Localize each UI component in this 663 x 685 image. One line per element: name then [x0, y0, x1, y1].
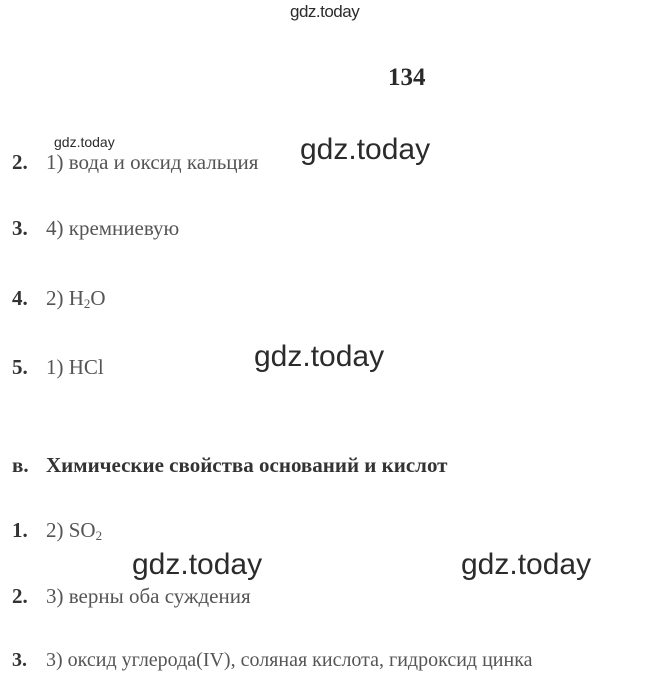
watermark: gdz.today: [300, 133, 431, 166]
item-number: 3.: [12, 649, 27, 671]
item-number: 3.: [12, 216, 28, 240]
item-answer: 2) $H_2O$: [46, 286, 106, 311]
item-number: 2.: [12, 584, 28, 608]
section-heading: [12, 453, 448, 478]
answer-item: [12, 584, 251, 609]
item-answer: 2) $SO_2$: [46, 518, 103, 543]
answer-item: [12, 216, 179, 241]
answer-item: [12, 518, 102, 543]
item-answer: 3) верны оба суждения: [46, 584, 251, 608]
watermark-top: gdz.today: [290, 2, 360, 21]
item-number: 5.: [12, 355, 28, 379]
answer-item: [12, 355, 104, 380]
item-answer: 1) вода и оксид кальция: [46, 150, 259, 174]
watermark: gdz.today: [254, 340, 385, 373]
item-number: 1.: [12, 518, 28, 542]
item-answer: 3) оксид углерода(IV), соляная кислота, гидроксид цинка: [46, 649, 533, 671]
watermark-small: gdz.today: [54, 134, 115, 150]
item-answer: 4) кремниевую: [46, 216, 180, 240]
watermark: gdz.today: [132, 548, 263, 581]
watermark: gdz.today: [461, 548, 592, 581]
item-answer: 1) HCl: [46, 355, 104, 379]
page-number: 134: [388, 64, 426, 91]
item-number: 2.: [12, 150, 28, 174]
answer-item: [12, 286, 106, 311]
section-title: Химические свойства оснований и кислот: [46, 453, 448, 477]
item-number: 4.: [12, 286, 28, 310]
section-letter: в.: [12, 453, 29, 477]
answer-item: [12, 649, 532, 672]
answer-item: [12, 150, 258, 175]
